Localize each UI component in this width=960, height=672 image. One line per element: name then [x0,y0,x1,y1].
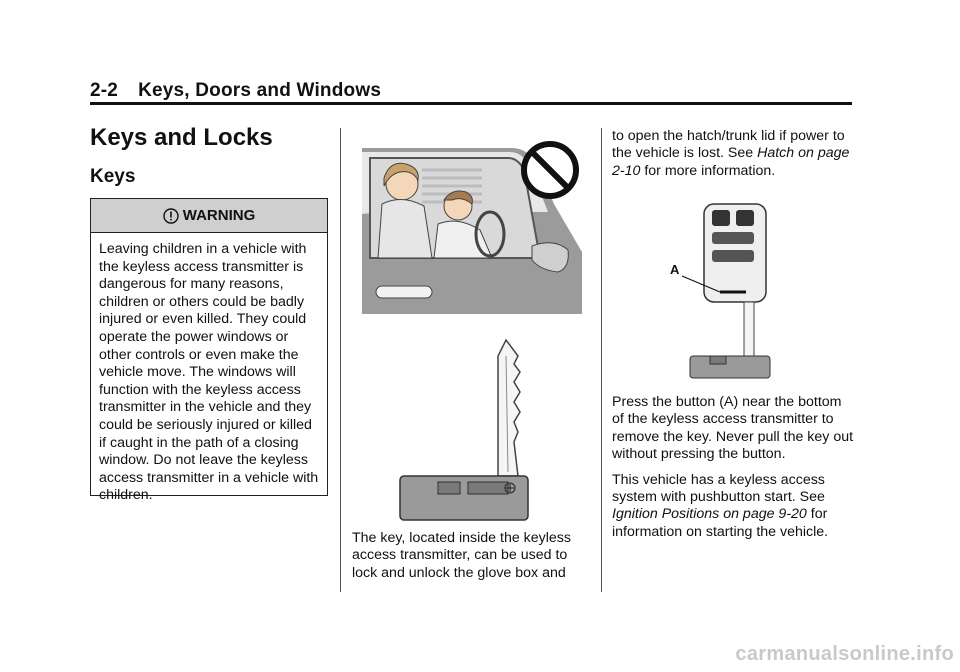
column-divider-left [340,128,341,592]
warning-box [90,198,328,504]
section-title: Keys and Locks [90,124,273,151]
header-rule [90,102,852,105]
children-in-vehicle-illustration [362,134,582,314]
hatch-text-end: for more information. [640,162,776,179]
warning-header [91,199,327,233]
hatch-link[interactable]: Hatch on page 2-10 [612,145,850,179]
chapter-title: Keys, Doors and Windows [138,80,382,101]
column-divider-right [601,128,602,592]
ignition-paragraph [612,472,856,542]
warning-text: Leaving children in a vehicle with the keyless access transmitter is dangerous for many reasons, children or others could be badly injured or even killed. They could operate the power windows or other controls or even make the vehicle move. The windows will function with the keyless access transmitter in the vehicle and they could be seriously injured or killed if caught in the path of a closing window. Do not leave the keyless access transmitter in a vehicle with children. [99,241,319,504]
ignition-text-start: This vehicle has a keyless access system with pushbutton start. See [612,471,825,506]
ignition-link[interactable]: Ignition Positions on page 9-20 [612,506,807,523]
key-description-text [352,530,594,590]
warning-icon [163,208,179,224]
button-paragraph: Press the button (A) near the bottom of the keyless access transmitter to remove the key. Never pull the key out without pressing the button. [612,394,854,463]
ignition-text-end: for information on starting the vehicle. [612,506,829,540]
warning-label: WARNING [182,207,256,224]
figure-label-a: A [670,262,680,277]
mechanical-key-illustration [398,336,533,526]
keyless-transmitter-illustration [662,200,774,384]
button-paragraphs [612,394,856,549]
page-header [90,80,852,102]
key-paragraph: The key, located inside the keyless access transmitter, can be used to lock and unlock the glove box and [352,530,571,581]
hatch-paragraph [612,128,856,188]
watermark: carmanualsonline.info [735,643,954,665]
subsection-title: Keys [90,166,136,187]
hatch-text-start: to open the hatch/trunk lid if power to the vehicle is lost. See [612,128,845,162]
page-number: 2-2 [90,80,119,101]
